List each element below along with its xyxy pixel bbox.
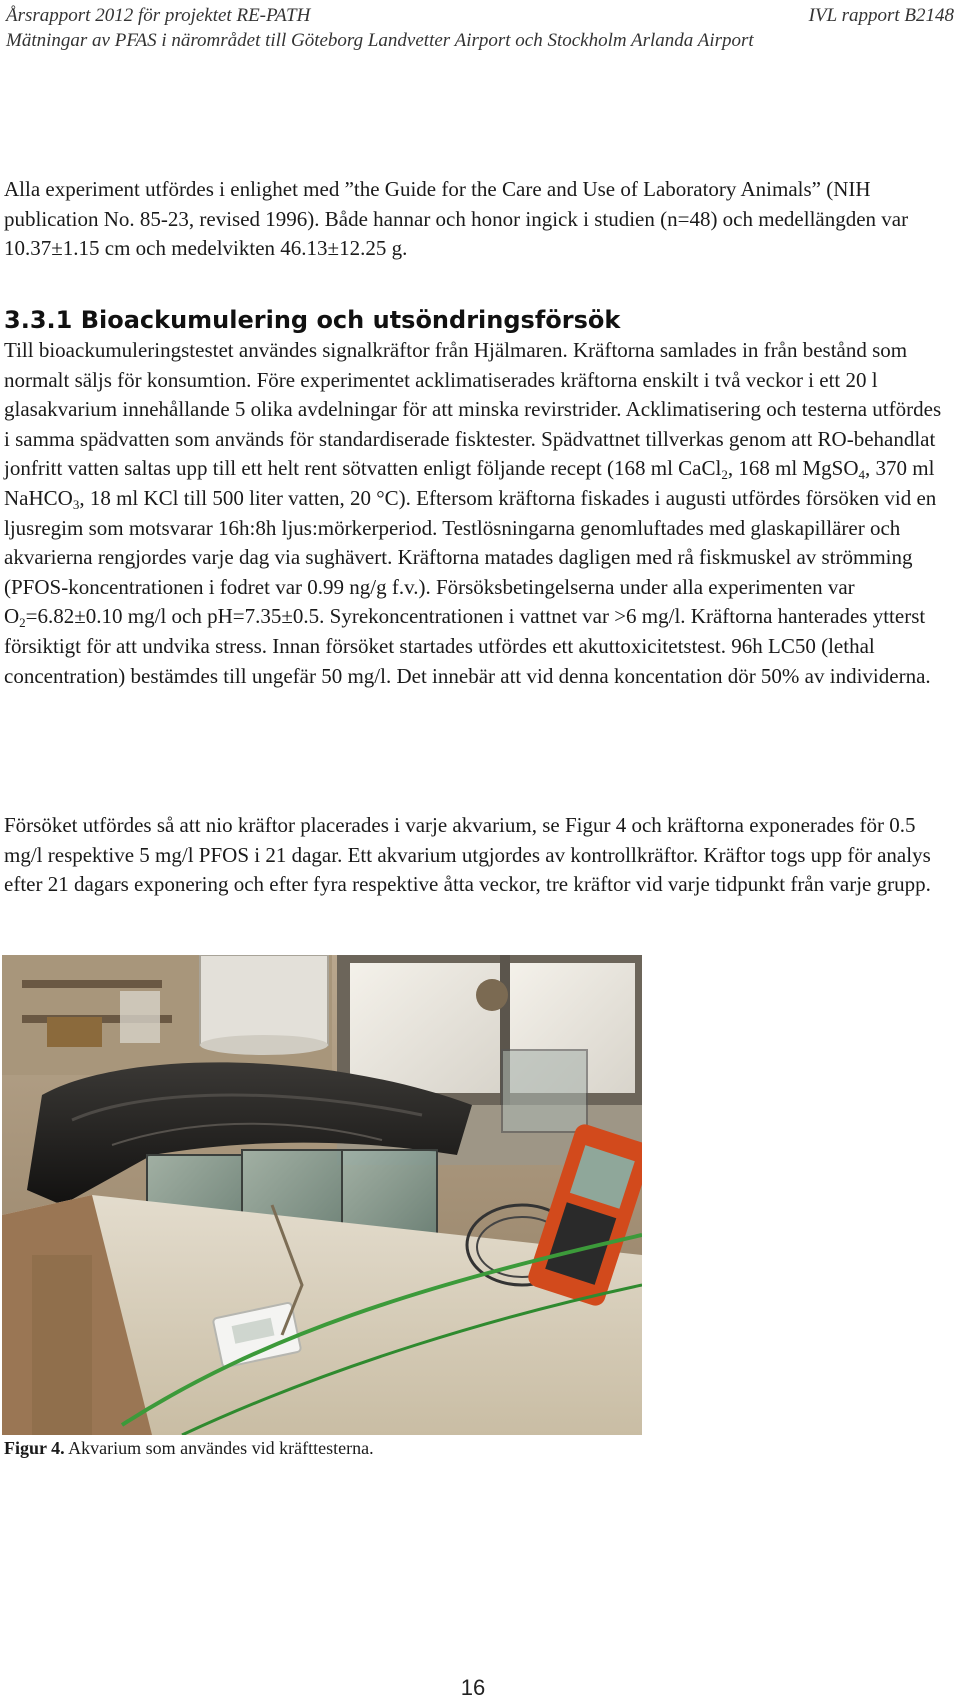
page-number: 16 (460, 1675, 486, 1700)
figure-caption-text: Akvarium som användes vid kräfttesterna. (64, 1438, 374, 1458)
report-subtitle: Mätningar av PFAS i närområdet till Göteborg Landvetter Airport och Stockholm Arlanda Airport (6, 30, 754, 51)
figure-label: Figur 4. (4, 1438, 65, 1458)
running-header (6, 4, 954, 28)
section-heading: 3.3.1 Bioackumulering och utsöndringsförsök (4, 306, 621, 334)
exposure-paragraph: Försöket utfördes så att nio kräftor placerades i varje akvarium, se Figur 4 och kräftorna exponerades för 0.5 mg/l respektive 5 mg/l PFOS i 21 dagar. Ett akvarium utgjordes av kontrollkräftor. Kräftor togs upp för analys efter 21 dagars exponering och efter fyra respektive åtta veckor, tre kräftor vid varje tidpunkt från varje grupp. (4, 813, 931, 897)
report-number: IVL rapport B2148 (808, 5, 954, 26)
intro-paragraph: Alla experiment utfördes i enlighet med ”the Guide for the Care and Use of Laboratory Animals” (NIH publication No. 85-23, revised 1996). Både hannar och honor ingick i studien (n=48) och medellängden var 10.37±1.15 cm och medelvikten 46.13±12.25 g. (4, 177, 909, 261)
method-paragraph: Till bioackumuleringstestet användes signalkräftor från Hjälmaren. Kräftorna samlades in från bestånd som normalt säljs för konsumtion. Före experimentet acklimatiserades kräftorna enskilt i två veckor i ett 20 l glasakvarium innehållande 5 olika avdelningar för att minska revirstrider. Acklimatisering och testerna utfördes i samma spädvatten som används för standardiserade fisktester. Spädvattnet tillverkas genom att RO-behandlat jonfritt vatten saltas upp till ett helt rent sötvatten enligt följande recept (168 ml CaCl$_2$, 168 ml MgSO$_4$, 370 ml NaHCO$_3$, 18 ml KCl till 500 liter vatten, 20 °C). Eftersom kräftorna fiskades i augusti utfördes försöken vid en ljusregim som motsvarar 16h:8h ljus:mörkerperiod. Testlösningarna genomluftades med glaskapillärer och akvarierna rengjordes varje dag via sughävert. Kräftorna matades dagligen med rå fiskmuskel av strömming (PFOS-koncentrationen i fodret var 0.99 ng/g f.v.). Försöksbetingelserna under alla experimenten var $O_2=6.82\pm 0.10$ mg/l och pH=7.35±0.5. Syrekoncentrationen i vattnet var >6 mg/l. Kräftorna hanterades ytterst försiktigt för att undvika stress. Innan försöket startades utfördes ett akuttoxicitetstest. 96h LC50 (lethal concentration) bestämdes till ungefär 50 mg/l. Det innebär att vid denna koncentation dör 50% av individerna. (4, 338, 942, 688)
report-title: Årsrapport 2012 för projektet RE-PATH (6, 5, 311, 26)
figure-caption (4, 1436, 374, 1460)
aquarium-photo (2, 955, 642, 1435)
